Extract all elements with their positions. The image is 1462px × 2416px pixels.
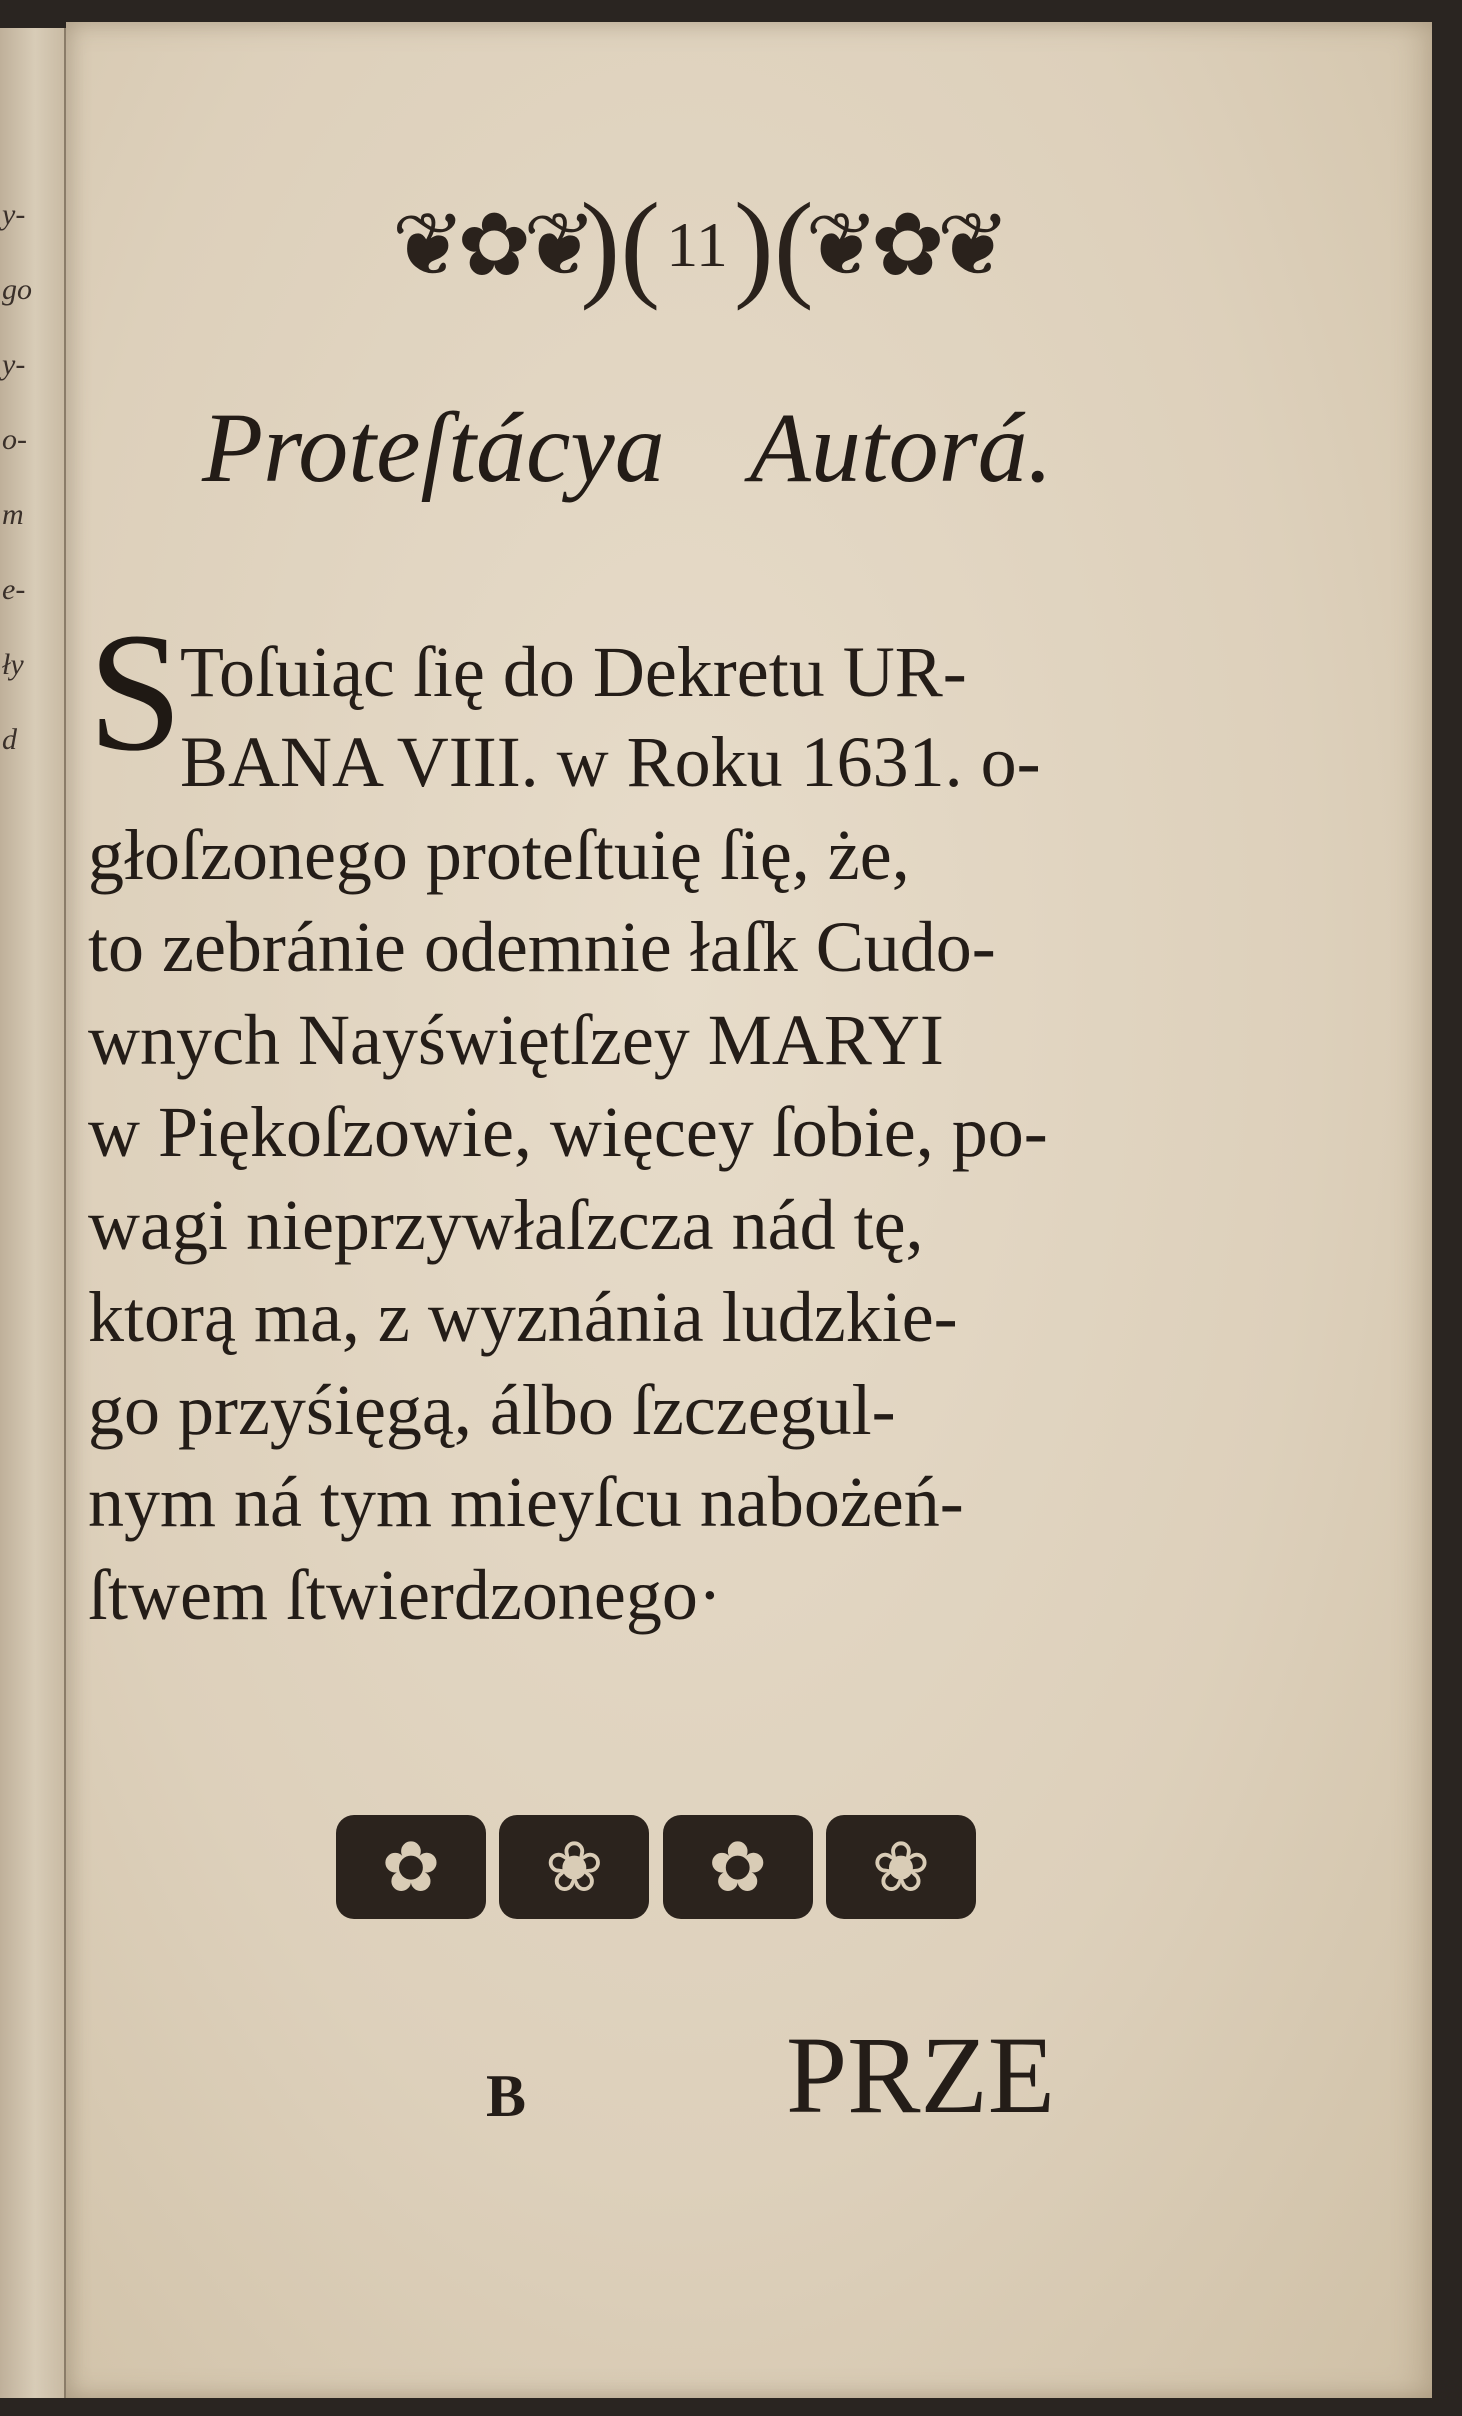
bracket-icon: )( <box>733 178 814 311</box>
floral-tailpiece-icon: ✿ <box>336 1815 486 1919</box>
drop-cap: S <box>88 598 183 786</box>
title-word: Autorá. <box>749 392 1053 503</box>
text-line: wagi nieprzywłaſzcza nád tę, <box>88 1185 924 1265</box>
text-line: ktorą ma, z wyznánia ludzkie- <box>88 1277 958 1357</box>
text-line: ſtwem ſtwierdzonego· <box>88 1555 722 1635</box>
left-page-fragment: e- <box>2 573 26 606</box>
left-page-fragment: go <box>2 273 32 306</box>
tailpiece-ornament <box>336 1812 976 1922</box>
text-line: Toſuiąc ſię do Dekretu UR- <box>180 632 967 712</box>
signature-mark: B <box>486 2063 527 2129</box>
page-title <box>202 390 1202 520</box>
floral-tailpiece-icon: ❀ <box>499 1815 649 1919</box>
left-page-fragment: ły <box>2 648 24 681</box>
left-page-fragment: m <box>2 498 24 531</box>
page-number: 11 <box>666 209 728 280</box>
text-line: BANA VIII. w Roku 1631. o- <box>180 722 1041 802</box>
left-page-edge <box>0 28 66 2398</box>
floral-tailpiece-icon: ✿ <box>663 1815 813 1919</box>
left-page-fragment: o- <box>2 423 27 456</box>
floral-headpiece-icon: ❦✿❦ <box>805 198 1003 295</box>
floral-headpiece-icon: ❦✿❦ <box>391 198 589 295</box>
headpiece <box>312 170 1082 320</box>
catchword: PRZE <box>786 2014 1055 2136</box>
text-line: wnych Nayświętſzey MARYI <box>88 1000 944 1080</box>
text-line: w Piękoſzowie, więcey ſobie, po- <box>88 1092 1048 1172</box>
text-line: go przyśięgą, álbo ſzczegul- <box>88 1370 896 1450</box>
left-page-fragment: d <box>2 723 17 756</box>
left-page-fragment: y- <box>2 198 26 231</box>
text-line: to zebránie odemnie łaſk Cudo- <box>88 907 996 987</box>
text-line: nym ná tym mieyſcu nabożeń- <box>88 1462 964 1542</box>
floral-tailpiece-icon: ❀ <box>826 1815 976 1919</box>
bracket-icon: )( <box>580 178 661 311</box>
title-word: Proteſtácya <box>202 392 665 503</box>
right-page <box>66 22 1432 2398</box>
text-line: głoſzonego proteſtuię ſię, że, <box>88 815 910 895</box>
left-page-fragment: y- <box>2 348 26 381</box>
